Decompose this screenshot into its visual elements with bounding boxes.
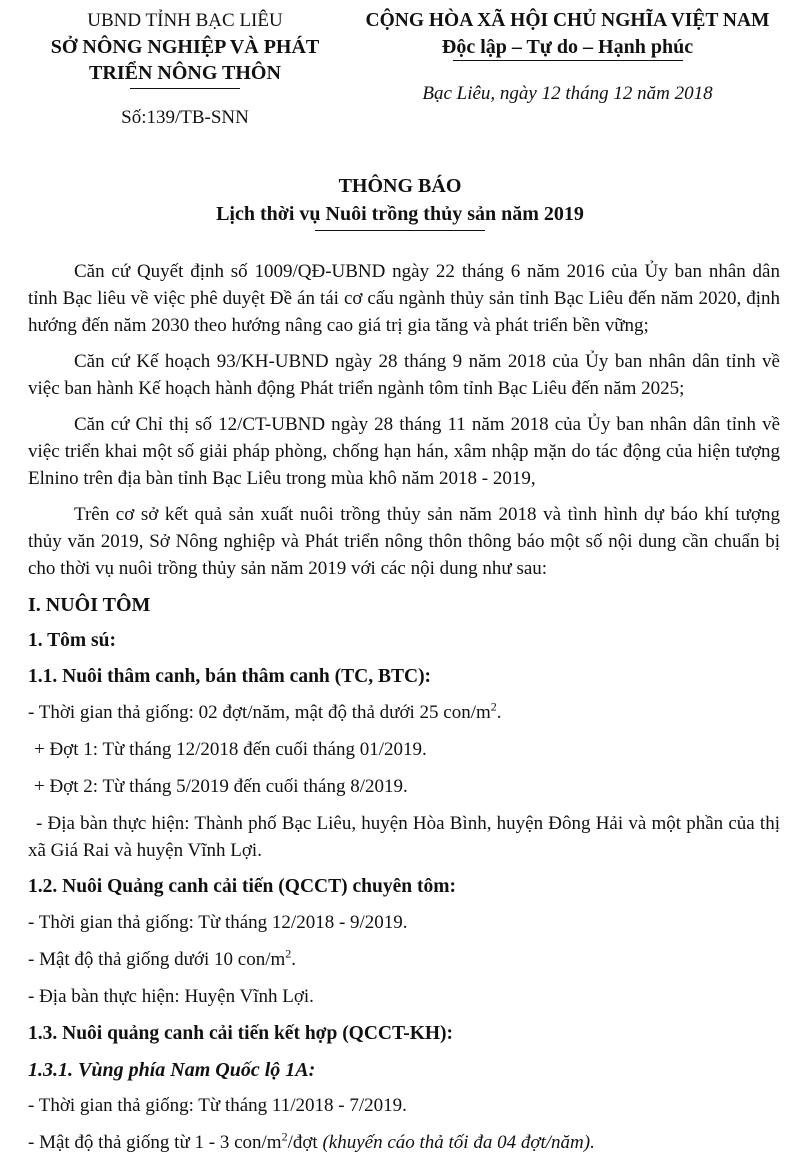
agency-parent: UBND TỈNH BẠC LIÊU xyxy=(87,10,283,31)
document-title-block xyxy=(0,172,800,231)
document-number: Số:139/TB-SNN xyxy=(121,107,249,128)
item-text: - Mật độ thả giống dưới 10 con/m xyxy=(28,949,286,970)
list-item: - Địa bàn thực hiện: Huyện Vĩnh Lợi. xyxy=(28,986,314,1007)
subsection-heading: 1.2. Nuôi Quảng canh cải tiến (QCCT) chuyên tôm: xyxy=(28,876,456,897)
superscript: 2 xyxy=(490,699,497,714)
list-item: + Đợt 2: Từ tháng 5/2019 đến cuối tháng 8/2019. xyxy=(34,776,408,797)
subsection-heading: 1. Tôm sú: xyxy=(28,630,116,651)
country-name: CỘNG HÒA XÃ HỘI CHỦ NGHĨA VIỆT NAM xyxy=(365,10,770,31)
issue-date: Bạc Liêu, ngày 12 tháng 12 năm 2018 xyxy=(422,83,713,104)
item-text: - Thời gian thả giống: 02 đợt/năm, mật độ thả dưới 25 con/m xyxy=(28,702,491,723)
list-item xyxy=(28,1129,780,1156)
list-item: - Địa bàn thực hiện: Thành phố Bạc Liêu, huyện Hòa Bình, huyện Đông Hải và một phần của thị xã Giá Rai và huyện Vĩnh Lợi. xyxy=(28,813,780,861)
superscript: 2 xyxy=(285,946,292,961)
document-title: THÔNG BÁO xyxy=(338,175,462,197)
document-body xyxy=(28,258,780,1166)
list-item xyxy=(28,699,780,726)
motto-underline xyxy=(453,60,683,61)
section-heading: I. NUÔI TÔM xyxy=(28,594,151,616)
issuing-agency-block xyxy=(30,8,340,131)
list-item xyxy=(28,946,780,973)
agency-name-line1: SỞ NÔNG NGHIỆP VÀ PHÁT xyxy=(50,36,320,58)
agency-underline xyxy=(130,88,240,89)
preamble-paragraph: Căn cứ Chỉ thị số 12/CT-UBND ngày 28 tháng 11 năm 2018 của Ủy ban nhân dân tỉnh về việc triển khai một số giải pháp phòng, chống hạn hán, xâm nhập mặn do tác động của hiện tượng Elnino trên địa bàn tỉnh Bạc Liêu trong mùa khô năm 2018 - 2019, xyxy=(28,414,780,489)
title-underline xyxy=(315,230,485,231)
preamble-paragraph: Trên cơ sở kết quả sản xuất nuôi trồng thủy sản năm 2018 và tình hình dự báo khí tượng thủy văn 2019, Sở Nông nghiệp và Phát triển nông thôn thông báo một số nội dung cần chuẩn bị cho thời vụ nuôi trồng thủy sản năm 2019 với các nội dung như sau: xyxy=(28,504,780,579)
subsection-heading: 1.1. Nuôi thâm canh, bán thâm canh (TC, BTC): xyxy=(28,666,432,687)
document-subtitle: Lịch thời vụ Nuôi trồng thủy sản năm 2019 xyxy=(216,203,584,225)
subsection-heading: 1.3. Nuôi quảng canh cải tiến kết hợp (QCCT-KH): xyxy=(28,1023,454,1044)
preamble-paragraph: Căn cứ Quyết định số 1009/QĐ-UBND ngày 22 tháng 6 năm 2016 của Ủy ban nhân dân tỉnh Bạc liêu về việc phê duyệt Đề án tái cơ cấu ngành thủy sản tỉnh Bạc Liêu đến năm 2020, định hướng đến năm 2030 theo hướng nâng cao giá trị gia tăng và phát triển bền vững; xyxy=(28,261,780,336)
motto: Độc lập – Tự do – Hạnh phúc xyxy=(441,36,694,58)
national-motto-block xyxy=(340,8,795,107)
item-text: - Mật độ thả giống từ 1 - 3 con/m xyxy=(28,1132,282,1153)
list-item: - Thời gian thả giống: Từ tháng 11/2018 - 7/2019. xyxy=(28,1095,407,1116)
list-item: + Đợt 1: Từ tháng 12/2018 đến cuối tháng 01/2019. xyxy=(34,739,427,760)
subsection-heading-italic: 1.3.1. Vùng phía Nam Quốc lộ 1A: xyxy=(28,1059,316,1081)
superscript: 2 xyxy=(281,1129,288,1144)
preamble-paragraph: Căn cứ Kế hoạch 93/KH-UBND ngày 28 tháng 9 năm 2018 của Ủy ban nhân dân tỉnh về việc ban hành Kế hoạch hành động Phát triển ngành tôm tỉnh Bạc Liêu đến năm 2025; xyxy=(28,351,780,399)
agency-name-line2: TRIỂN NÔNG THÔN xyxy=(89,62,281,84)
item-text-end: . xyxy=(291,949,297,970)
item-note: (khuyến cáo thả tối đa 04 đợt/năm). xyxy=(322,1132,595,1153)
list-item: - Thời gian thả giống: Từ tháng 12/2018 - 9/2019. xyxy=(28,912,408,933)
item-text-mid: /đợt xyxy=(287,1132,323,1153)
item-text-end: . xyxy=(496,702,502,723)
